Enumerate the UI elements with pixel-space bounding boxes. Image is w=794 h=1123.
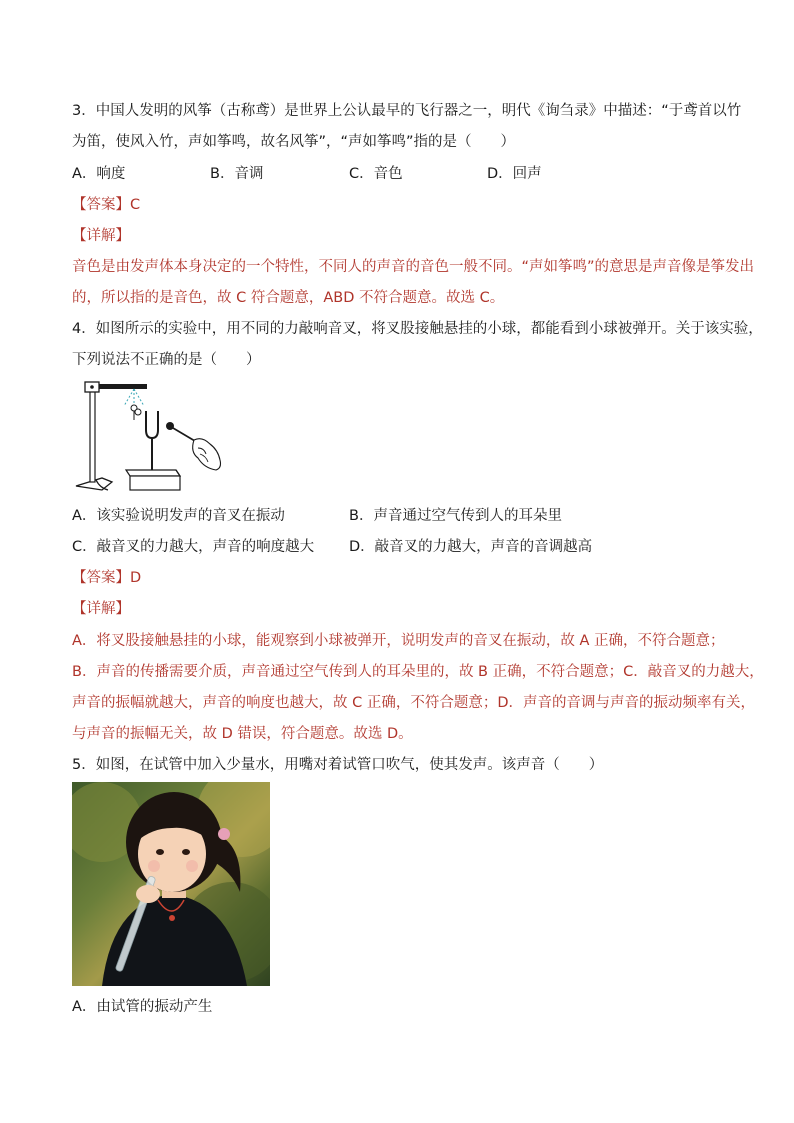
tuning-fork-diagram [72,378,232,498]
q3-option-c: C．音色 [349,166,403,182]
q4-answer [72,568,141,588]
q3-option-a: A．响度 [72,166,126,182]
q3-option-d: D．回声 [487,166,542,182]
q3-option-b: B．音调 [210,166,264,182]
q4-stem-line2: 下列说法不正确的是（ ） [72,352,261,368]
q4-option-c: C．敲音叉的力越大，声音的响度越大 [72,539,315,555]
girl-blowing-test-tube-photo [72,782,270,986]
q3-answer [72,195,140,215]
q3-detail-line1: 音色是由发声体本身决定的一个特性，不同人的声音的音色一般不同。“声如筝鸣”的意思是声音像是筝发出 [72,259,755,275]
q4-detail-tag: 【详解】 [72,601,130,617]
q3-detail-tag: 【详解】 [72,228,130,244]
q4-detail-line1: A．将叉股接触悬挂的小球，能观察到小球被弹开，说明发声的音叉在振动，故 A 正确，不符合题意； [72,633,725,649]
q3-stem-line1: 3．中国人发明的风筝（古称鸢）是世界上公认最早的飞行器之一，明代《询刍录》中描述：“于鸢首以竹 [72,103,742,119]
answer-tag: 【答案】 [72,197,130,213]
answer-tag: 【答案】 [72,570,130,586]
q4-option-a: A．该实验说明发声的音叉在振动 [72,508,285,524]
q3-stem-line2: 为笛，使风入竹，声如筝鸣，故名风筝”，“声如筝鸣”指的是（ ） [72,134,516,150]
q5-stem-line1: 5．如图，在试管中加入少量水，用嘴对着试管口吹气，使其发声。该声音（ ） [72,757,604,773]
answer-value: D [130,570,142,586]
q4-option-b: B．声音通过空气传到人的耳朵里 [349,508,562,524]
q4-stem-line1: 4．如图所示的实验中，用不同的力敲响音叉，将叉股接触悬挂的小球，都能看到小球被弹开。关于该实验， [72,321,763,337]
q3-detail-line2: 的，所以指的是音色，故 C 符合题意，ABD 不符合题意。故选 C。 [72,290,505,306]
q4-option-d: D．敲音叉的力越大，声音的音调越高 [349,539,593,555]
q5-option-a: A．由试管的振动产生 [72,999,213,1015]
q4-detail-line3: 声音的振幅就越大，声音的响度也越大，故 C 正确，不符合题意；D．声音的音调与声音的振动频率有关， [72,695,756,711]
q4-detail-line4: 与声音的振幅无关，故 D 错误，符合题意。故选 D。 [72,726,413,742]
answer-value: C [130,197,141,213]
photo-illustration [72,782,270,986]
q4-detail-line2: B．声音的传播需要介质，声音通过空气传到人的耳朵里的，故 B 正确，不符合题意；C．敲音叉的力越大， [72,664,764,680]
